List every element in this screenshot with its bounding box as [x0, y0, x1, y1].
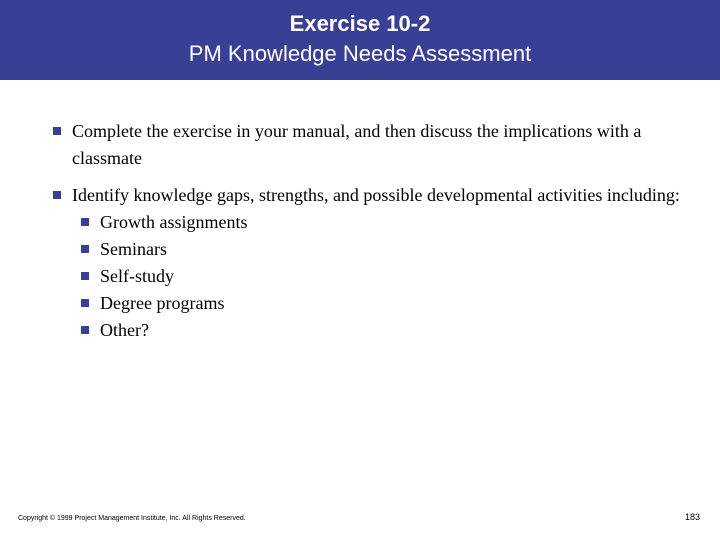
- square-bullet-icon: [53, 191, 61, 199]
- bullet-text: Complete the exercise in your manual, and then discuss the implications with a classmate: [72, 121, 642, 168]
- square-bullet-icon: [81, 326, 89, 334]
- sub-bullet-item: [72, 209, 688, 236]
- slide-subtitle: PM Knowledge Needs Assessment: [188, 41, 532, 66]
- bullet-text: Identify knowledge gaps, strengths, and possible developmental activities including:: [72, 185, 680, 205]
- slide-title: Exercise 10-2: [289, 11, 431, 36]
- sub-bullet-item: [72, 317, 688, 344]
- sub-bullet-item: [72, 263, 688, 290]
- sub-bullet-text: Other?: [100, 320, 149, 340]
- square-bullet-icon: [81, 272, 89, 280]
- square-bullet-icon: [53, 127, 61, 135]
- bullet-item: [48, 182, 688, 344]
- slide-content: [48, 118, 688, 344]
- sub-bullet-list: [72, 209, 688, 344]
- copyright-notice: Copyright © 1999 Project Management Institute, Inc. All Rights Reserved.: [18, 515, 246, 522]
- bullet-item: [48, 118, 688, 172]
- sub-bullet-text: Seminars: [100, 239, 167, 259]
- page-number: 183: [684, 512, 700, 522]
- sub-bullet-item: [72, 236, 688, 263]
- sub-bullet-text: Growth assignments: [100, 212, 248, 232]
- title-bar: [0, 0, 720, 80]
- sub-bullet-text: Degree programs: [100, 293, 225, 313]
- square-bullet-icon: [81, 299, 89, 307]
- sub-bullet-item: [72, 290, 688, 317]
- square-bullet-icon: [81, 218, 89, 226]
- sub-bullet-text: Self-study: [100, 266, 174, 286]
- square-bullet-icon: [81, 245, 89, 253]
